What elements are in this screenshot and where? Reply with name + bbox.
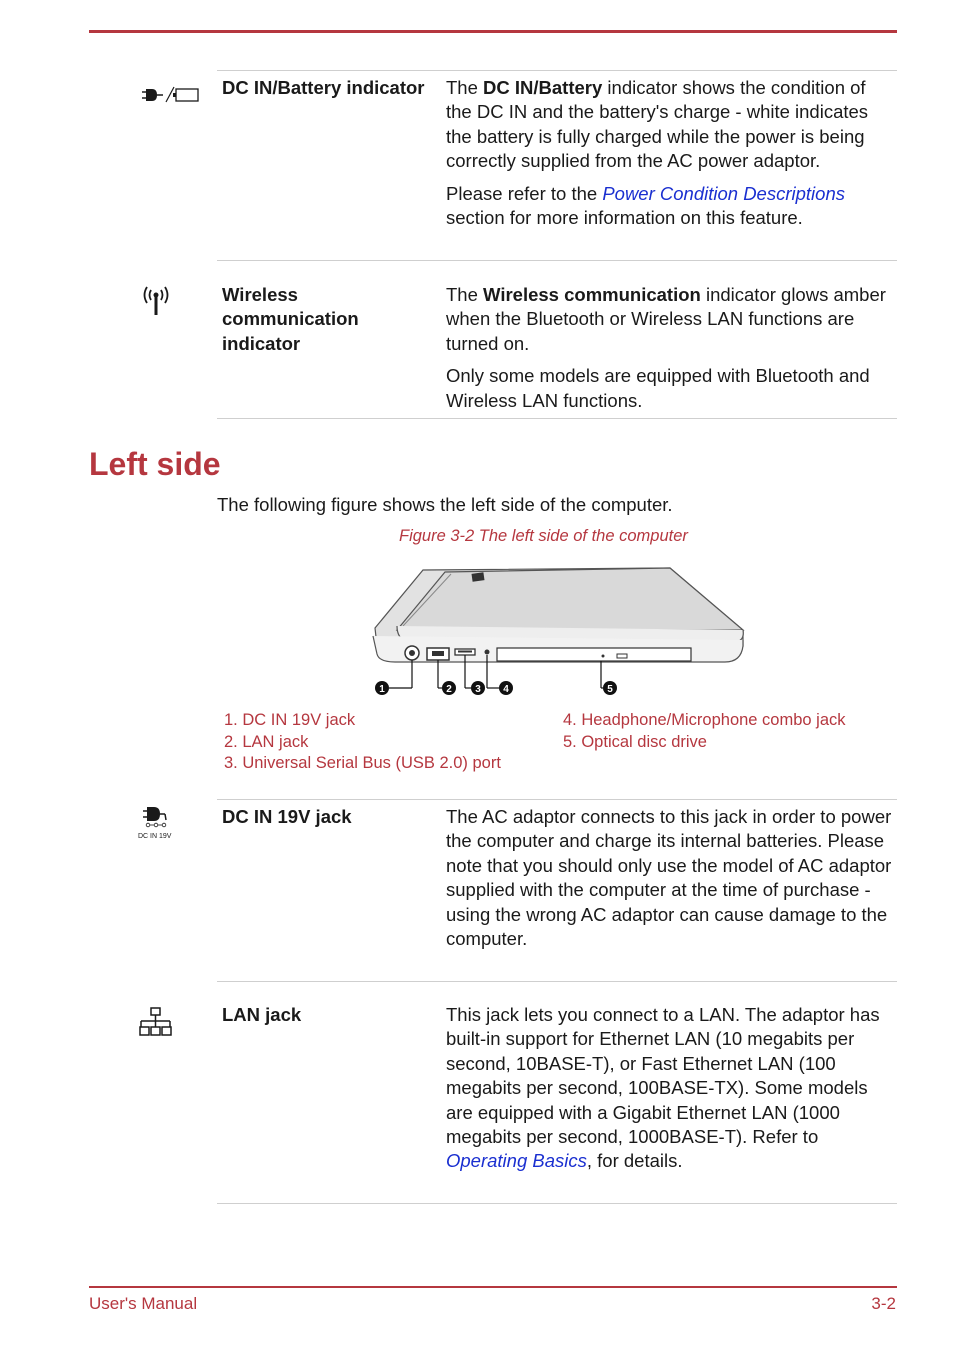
table-row-divider xyxy=(217,1203,897,1204)
dc-in-19v-icon-label: DC IN 19V xyxy=(138,833,172,840)
header-rule xyxy=(89,30,897,33)
section-title: Left side xyxy=(89,446,221,482)
wireless-term: Wireless communication indicator xyxy=(222,284,359,354)
power-condition-descriptions-link[interactable]: Power Condition Descriptions xyxy=(602,182,845,204)
table-row-divider xyxy=(217,418,897,419)
legend-item: 5. Optical disc drive xyxy=(563,733,707,751)
dc-in-battery-description: The DC IN/Battery indicator shows the condition of the DC IN and the battery's charge - white indicates the battery is fully charged while the power is being correctly supplied from the AC power adaptor. Please refer to the Power Condition Descriptions section for more information on this feature. xyxy=(446,77,869,229)
legend-item: 4. Headphone/Microphone combo jack xyxy=(563,711,846,729)
dc-in-battery-icon xyxy=(142,84,202,111)
legend-item: 3. Universal Serial Bus (USB 2.0) port xyxy=(224,754,501,772)
dc-in-19v-term: DC IN 19V jack xyxy=(222,806,352,827)
footer-title: User's Manual xyxy=(89,1294,198,1313)
svg-text:1: 1 xyxy=(379,684,385,695)
left-side-figure xyxy=(365,560,755,705)
table-row-divider xyxy=(217,70,897,71)
section-intro: The following figure shows the left side of the computer. xyxy=(217,494,673,515)
svg-text:4: 4 xyxy=(503,684,509,695)
page-number: 3-2 xyxy=(871,1294,896,1313)
callout-1 xyxy=(375,681,389,695)
table-row-divider xyxy=(217,799,897,800)
callout-5 xyxy=(603,681,617,695)
callout-3 xyxy=(471,681,485,695)
lan-term: LAN jack xyxy=(222,1004,302,1025)
table-row-divider xyxy=(217,981,897,982)
svg-text:2: 2 xyxy=(446,684,452,695)
dc-in-battery-term: DC IN/Battery indicator xyxy=(222,77,425,98)
legend-item: 2. LAN jack xyxy=(224,733,309,751)
lan-icon xyxy=(139,1007,173,1042)
wireless-description: The Wireless communication indicator glows amber when the Bluetooth or Wireless LAN functions are turned on. Only some models are equipped with Bluetooth and Wireless LAN functions. xyxy=(446,284,886,411)
callout-2 xyxy=(442,681,456,695)
callout-4 xyxy=(499,681,513,695)
dc-in-19v-icon xyxy=(138,806,176,841)
wireless-icon xyxy=(140,285,172,322)
legend-item: 1. DC IN 19V jack xyxy=(224,711,356,729)
lan-description: This jack lets you connect to a LAN. The adaptor has built-in support for Ethernet LAN (10 megabits per second, 10BASE-T), or Fast Ethernet LAN (100 megabits per second, 100BASE-TX). Some models are equipped with a Gigabit Ethernet LAN (1000 megabits per second, 1000BASE-T). Refer to Operating Basics, for details. xyxy=(446,1004,880,1172)
operating-basics-link[interactable]: Operating Basics xyxy=(446,1150,587,1172)
figure-caption: Figure 3-2 The left side of the computer xyxy=(399,527,688,545)
table-row-divider xyxy=(217,260,897,261)
dc-in-19v-description: The AC adaptor connects to this jack in order to power the computer and charge its internal batteries. Please note that you should only use the model of AC adaptor supplied with the computer at the time of purchase - using the wrong AC adaptor can cause damage to the computer. xyxy=(446,806,892,950)
svg-text:3: 3 xyxy=(475,684,481,695)
footer-rule xyxy=(89,1286,897,1288)
svg-text:5: 5 xyxy=(607,684,613,695)
